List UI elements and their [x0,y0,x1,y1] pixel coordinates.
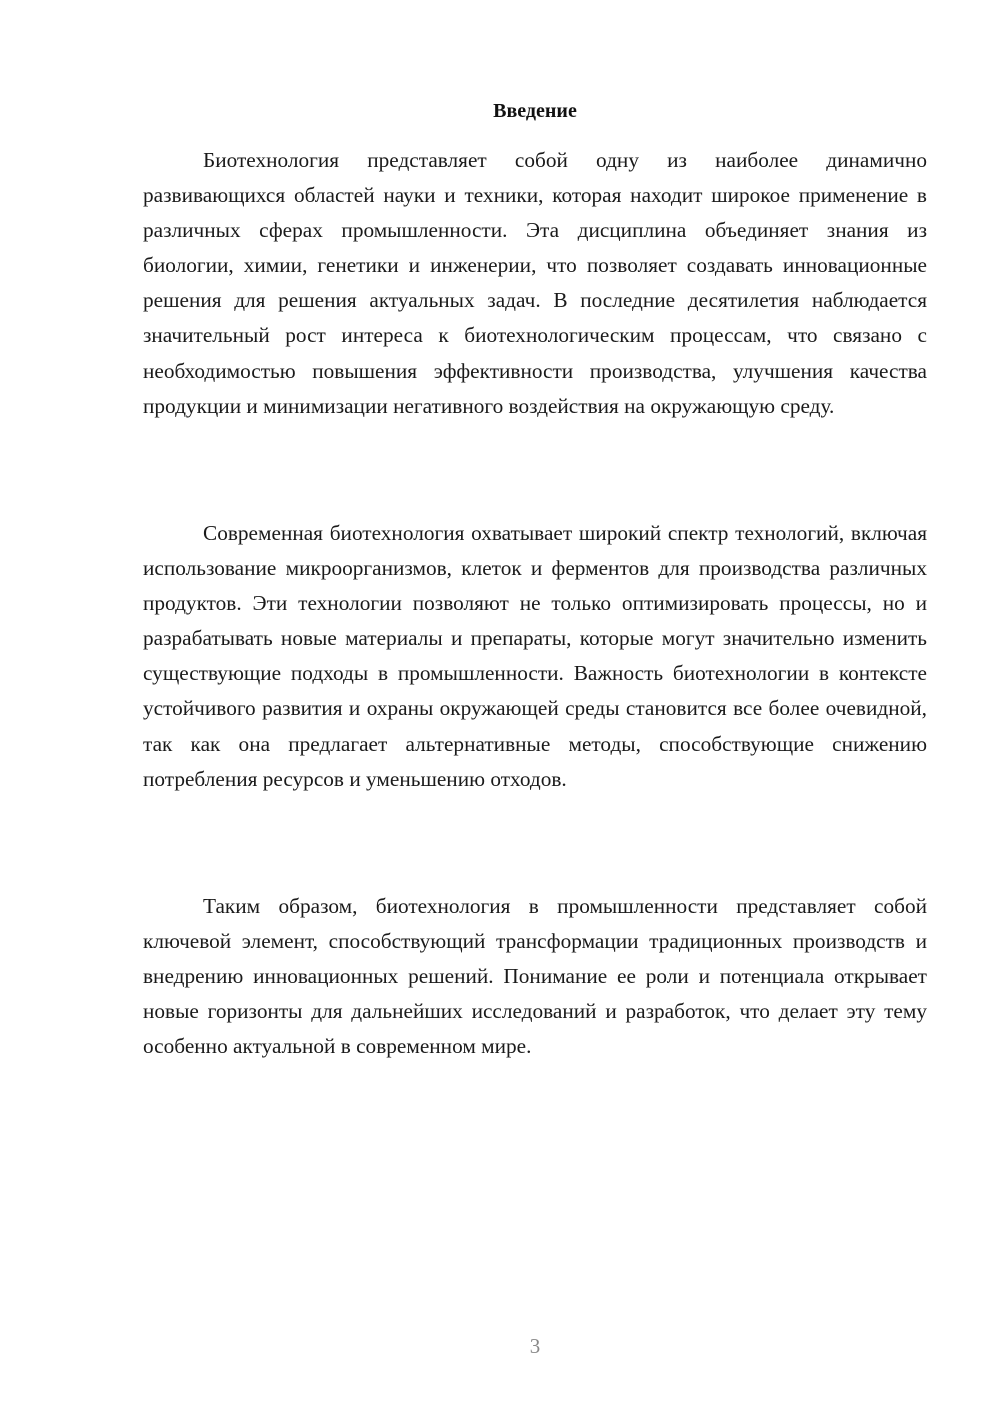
paragraph-2: Современная биотехнология охватывает широкий спектр технологий, включая использование микроорганизмов, клеток и ферментов для производства различных продуктов. Эти технологии позволяют не только оптимизировать процессы, но и разрабатывать новые материалы и препараты, которые могут значительно изменить существующие подходы в промышленности. Важность биотехнологии в контексте устойчивого развития и охраны окружающей среды становится все более очевидной, так как она предлагает альтернативные методы, способствующие снижению потребления ресурсов и уменьшению отходов. [143,521,927,791]
section-heading: Введение [493,100,577,122]
paragraph-1: Биотехнология представляет собой одну из наиболее динамично развивающихся областей науки и техники, которая находит широкое применение в различных сферах промышленности. Эта дисциплина объединяет знания из биологии, химии, генетики и инженерии, что позволяет создавать инновационные решения для решения актуальных задач. В последние десятилетия наблюдается значительный рост интереса к биотехнологическим процессам, что связано с необходимостью повышения эффективности производства, улучшения качества продукции и минимизации негативного воздействия на окружающую среду. [143,148,927,418]
page-number: 3 [529,1334,541,1358]
paragraph-3: Таким образом, биотехнология в промышленности представляет собой ключевой элемент, способствующий трансформации традиционных производств и внедрению инновационных решений. Понимание ее роли и потенциала открывает новые горизонты для дальнейших исследований и разработок, что делает эту тему особенно актуальной в современном мире. [143,894,927,1059]
